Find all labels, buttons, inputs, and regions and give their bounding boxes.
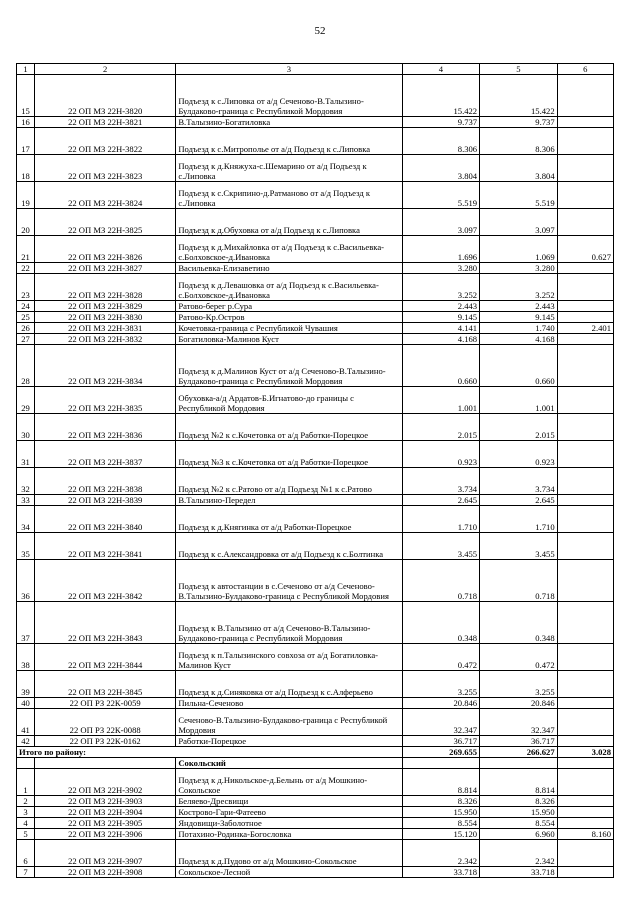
row-number: 7	[17, 867, 35, 878]
length-total: 36.717	[402, 736, 480, 747]
road-name: Обуховка-а/д Ардатов-Б.Игнатово-до границы с Республикой Мордовия	[176, 387, 402, 414]
table-row	[17, 533, 614, 560]
road-name: Подъезд к д.Синяковка от а/д Подъезд к с.Алферьево	[176, 671, 402, 698]
road-name: Кочетовка-граница с Республикой Чувашия	[176, 323, 402, 334]
road-name: Подъезд к д.Пудово от а/д Мошкино-Сокольское	[176, 840, 402, 867]
road-name: Подъезд к д.Княгинка от а/д Работки-Порецкое	[176, 506, 402, 533]
length-total: 3.455	[402, 533, 480, 560]
length-total: 5.519	[402, 182, 480, 209]
table-row	[17, 117, 614, 128]
road-name: В.Талызино-Богатиловка	[176, 117, 402, 128]
district-total-label: Итого по району:	[17, 747, 403, 758]
length-col6	[557, 769, 613, 796]
row-number: 23	[17, 274, 35, 301]
length-total: 4.141	[402, 323, 480, 334]
length-total: 8.814	[402, 769, 480, 796]
road-code: 22 ОП МЗ 22Н-3904	[35, 807, 176, 818]
length-col5: 1.069	[480, 236, 558, 263]
road-code: 22 ОП МЗ 22Н-3902	[35, 769, 176, 796]
length-col5: 8.554	[480, 818, 558, 829]
table-row	[17, 644, 614, 671]
table-row	[17, 182, 614, 209]
length-total: 1.696	[402, 236, 480, 263]
road-name: Кострово-Гари-Фатеево	[176, 807, 402, 818]
row-number: 40	[17, 698, 35, 709]
length-total: 4.168	[402, 334, 480, 345]
road-name: Подъезд к д.Михайловка от а/д Подъезд к с.Васильевка-с.Болховское-д.Ивановка	[176, 236, 402, 263]
length-total: 0.660	[402, 345, 480, 387]
row-number: 22	[17, 263, 35, 274]
length-col5: 3.734	[480, 468, 558, 495]
row-number: 41	[17, 709, 35, 736]
table-row	[17, 867, 614, 878]
table-row	[17, 274, 614, 301]
road-name: Сокольское-Лесной	[176, 867, 402, 878]
road-code: 22 ОП МЗ 22Н-3903	[35, 796, 176, 807]
road-name: В.Талызино-Передел	[176, 495, 402, 506]
road-name: Подъезд №2 к с.Кочетовка от а/д Работки-Порецкое	[176, 414, 402, 441]
length-col5: 3.255	[480, 671, 558, 698]
length-col6	[557, 182, 613, 209]
row-number: 25	[17, 312, 35, 323]
road-name: Подъезд к автостанции в с.Сеченово от а/д Сеченово-В.Талызино-Булдаково-граница с Республикой Мордовия	[176, 560, 402, 602]
length-col6	[557, 468, 613, 495]
row-number: 19	[17, 182, 35, 209]
length-col6	[557, 387, 613, 414]
road-name: Беляево-Дресвищи	[176, 796, 402, 807]
length-total: 8.554	[402, 818, 480, 829]
roads-table	[16, 63, 614, 878]
row-number: 39	[17, 671, 35, 698]
length-total: 3.097	[402, 209, 480, 236]
road-name: Подъезд к д.Обуховка от а/д Подъезд к с.Липовка	[176, 209, 402, 236]
length-total: 2.015	[402, 414, 480, 441]
length-col6	[557, 128, 613, 155]
road-code: 22 ОП МЗ 22Н-3907	[35, 840, 176, 867]
road-code: 22 ОП МЗ 22Н-3826	[35, 236, 176, 263]
road-code: 22 ОП МЗ 22Н-3844	[35, 644, 176, 671]
length-col6	[557, 263, 613, 274]
road-name: Подъезд №2 к с.Ратово от а/д Подъезд №1 к с.Ратово	[176, 468, 402, 495]
header-cell-4: 4	[402, 64, 480, 75]
row-number: 3	[17, 807, 35, 818]
header-cell-6: 6	[557, 64, 613, 75]
length-col5: 0.472	[480, 644, 558, 671]
road-code: 22 ОП МЗ 22Н-3822	[35, 128, 176, 155]
length-col5: 9.737	[480, 117, 558, 128]
length-col5: 0.718	[480, 560, 558, 602]
road-code: 22 ОП МЗ 22Н-3824	[35, 182, 176, 209]
road-code: 22 ОП МЗ 22Н-3843	[35, 602, 176, 644]
road-name: Подъезд к с.Александровка от а/д Подъезд к с.Болтинка	[176, 533, 402, 560]
row-number: 5	[17, 829, 35, 840]
row-number: 1	[17, 769, 35, 796]
road-code: 22 ОП МЗ 22Н-3829	[35, 301, 176, 312]
length-col5: 8.814	[480, 769, 558, 796]
table-row	[17, 75, 614, 117]
road-name: Подъезд №3 к с.Кочетовка от а/д Работки-Порецкое	[176, 441, 402, 468]
table-row	[17, 829, 614, 840]
road-code: 22 ОП МЗ 22Н-3905	[35, 818, 176, 829]
length-col6	[557, 602, 613, 644]
road-code: 22 ОП МЗ 22Н-3837	[35, 441, 176, 468]
table-row	[17, 301, 614, 312]
table-row	[17, 414, 614, 441]
road-name: Ратово-Кр.Остров	[176, 312, 402, 323]
length-col6	[557, 155, 613, 182]
road-name: Ратово-берег р.Сура	[176, 301, 402, 312]
road-name: Подъезд к В.Талызино от а/д Сеченово-В.Талызино-Булдаково-граница с Республикой Мордовия	[176, 602, 402, 644]
table-row	[17, 671, 614, 698]
road-name: Подъезд к с.Скрипино-д.Ратманово от а/д Подъезд к с.Липовка	[176, 182, 402, 209]
row-number: 42	[17, 736, 35, 747]
district-total-col5: 266.627	[480, 747, 558, 758]
length-col6: 2.401	[557, 323, 613, 334]
length-total: 15.950	[402, 807, 480, 818]
length-col6	[557, 117, 613, 128]
road-code: 22 ОП МЗ 22Н-3831	[35, 323, 176, 334]
road-code: 22 ОП МЗ 22Н-3835	[35, 387, 176, 414]
length-col5: 33.718	[480, 867, 558, 878]
length-col6	[557, 796, 613, 807]
road-name: Сеченово-В.Талызино-Булдаково-граница с Республикой Мордовия	[176, 709, 402, 736]
length-col6	[557, 818, 613, 829]
table-row	[17, 441, 614, 468]
road-code: 22 ОП МЗ 22Н-3839	[35, 495, 176, 506]
table-row	[17, 840, 614, 867]
row-number: 38	[17, 644, 35, 671]
road-code: 22 ОП МЗ 22Н-3821	[35, 117, 176, 128]
length-total: 1.710	[402, 506, 480, 533]
page-number: 52	[314, 25, 326, 37]
row-number: 33	[17, 495, 35, 506]
length-col6	[557, 506, 613, 533]
length-col6: 0.627	[557, 236, 613, 263]
row-number: 26	[17, 323, 35, 334]
length-col5: 0.923	[480, 441, 558, 468]
road-name: Подъезд к д.Малинов Куст от а/д Сеченово-В.Талызино-Булдаково-граница с Республикой Мордовия	[176, 345, 402, 387]
length-col5: 3.804	[480, 155, 558, 182]
table-row	[17, 560, 614, 602]
length-total: 8.326	[402, 796, 480, 807]
road-code: 22 ОП МЗ 22Н-3908	[35, 867, 176, 878]
road-code: 22 ОП РЗ 22К-0088	[35, 709, 176, 736]
road-code: 22 ОП МЗ 22Н-3841	[35, 533, 176, 560]
row-number: 30	[17, 414, 35, 441]
length-col5: 3.097	[480, 209, 558, 236]
table-row	[17, 128, 614, 155]
table-row	[17, 263, 614, 274]
road-name: Васильевка-Елизаветино	[176, 263, 402, 274]
section-empty-cell	[35, 758, 176, 769]
row-number: 24	[17, 301, 35, 312]
length-col5: 0.348	[480, 602, 558, 644]
row-number: 15	[17, 75, 35, 117]
row-number: 29	[17, 387, 35, 414]
length-col6	[557, 533, 613, 560]
row-number: 34	[17, 506, 35, 533]
length-col6	[557, 441, 613, 468]
length-total: 9.145	[402, 312, 480, 323]
road-code: 22 ОП МЗ 22Н-3906	[35, 829, 176, 840]
length-total: 3.280	[402, 263, 480, 274]
road-code: 22 ОП МЗ 22Н-3827	[35, 263, 176, 274]
length-total: 9.737	[402, 117, 480, 128]
length-total: 15.120	[402, 829, 480, 840]
length-total: 33.718	[402, 867, 480, 878]
road-name: Богатиловка-Малинов Куст	[176, 334, 402, 345]
section-empty-cell	[402, 758, 480, 769]
length-col6	[557, 867, 613, 878]
table-row	[17, 769, 614, 796]
road-code: 22 ОП МЗ 22Н-3825	[35, 209, 176, 236]
row-number: 20	[17, 209, 35, 236]
row-number: 4	[17, 818, 35, 829]
length-col6	[557, 698, 613, 709]
road-code: 22 ОП МЗ 22Н-3845	[35, 671, 176, 698]
table-header-row	[17, 64, 614, 75]
header-cell-2: 2	[35, 64, 176, 75]
table-row	[17, 334, 614, 345]
table-row	[17, 602, 614, 644]
row-number: 27	[17, 334, 35, 345]
header-cell-5: 5	[480, 64, 558, 75]
table-row	[17, 709, 614, 736]
row-number: 36	[17, 560, 35, 602]
road-name: Подъезд к д.Княжуха-с.Шемарино от а/д Подъезд к с.Липовка	[176, 155, 402, 182]
length-col6	[557, 274, 613, 301]
table-row	[17, 506, 614, 533]
row-number: 37	[17, 602, 35, 644]
road-code: 22 ОП РЗ 22К-0059	[35, 698, 176, 709]
length-col5: 20.846	[480, 698, 558, 709]
section-empty-cell	[17, 758, 35, 769]
length-col6	[557, 334, 613, 345]
length-total: 3.804	[402, 155, 480, 182]
length-col6	[557, 807, 613, 818]
length-col5: 6.960	[480, 829, 558, 840]
length-total: 1.001	[402, 387, 480, 414]
length-col5: 15.950	[480, 807, 558, 818]
length-total: 15.422	[402, 75, 480, 117]
row-number: 28	[17, 345, 35, 387]
length-total: 0.472	[402, 644, 480, 671]
length-col6	[557, 560, 613, 602]
table-row	[17, 818, 614, 829]
table-row	[17, 209, 614, 236]
header-cell-1: 1	[17, 64, 35, 75]
length-col5: 8.326	[480, 796, 558, 807]
table-row	[17, 698, 614, 709]
length-col6	[557, 495, 613, 506]
length-col5: 2.015	[480, 414, 558, 441]
road-code: 22 ОП МЗ 22Н-3838	[35, 468, 176, 495]
row-number: 18	[17, 155, 35, 182]
road-code: 22 ОП МЗ 22Н-3834	[35, 345, 176, 387]
section-empty-cell	[557, 758, 613, 769]
table-row	[17, 312, 614, 323]
length-total: 3.734	[402, 468, 480, 495]
row-number: 31	[17, 441, 35, 468]
length-col6	[557, 209, 613, 236]
length-col6	[557, 736, 613, 747]
length-total: 2.645	[402, 495, 480, 506]
road-name: Подъезд к п.Талызинского совхоза от а/д Богатиловка-Малинов Куст	[176, 644, 402, 671]
length-col5: 3.455	[480, 533, 558, 560]
road-name: Работки-Порецкое	[176, 736, 402, 747]
length-col6: 8.160	[557, 829, 613, 840]
road-name: Подъезд к с.Липовка от а/д Сеченово-В.Талызино-Булдаково-граница с Республикой Мордовия	[176, 75, 402, 117]
length-total: 0.348	[402, 602, 480, 644]
length-total: 8.306	[402, 128, 480, 155]
road-name: Подъезд к д.Никольское-д.Белынь от а/д Мошкино-Сокольское	[176, 769, 402, 796]
length-total: 20.846	[402, 698, 480, 709]
length-col5: 2.342	[480, 840, 558, 867]
length-col5: 32.347	[480, 709, 558, 736]
length-col5: 3.280	[480, 263, 558, 274]
road-name: Потахино-Родинка-Богословка	[176, 829, 402, 840]
length-total: 3.252	[402, 274, 480, 301]
district-total-col6: 3.028	[557, 747, 613, 758]
table-row	[17, 495, 614, 506]
row-number: 32	[17, 468, 35, 495]
header-cell-3: 3	[176, 64, 402, 75]
length-total: 0.718	[402, 560, 480, 602]
row-number: 2	[17, 796, 35, 807]
length-col5: 15.422	[480, 75, 558, 117]
road-name: Подъезд к с.Митрополье от а/д Подъезд к с.Липовка	[176, 128, 402, 155]
road-name: Яндовищи-Заболотное	[176, 818, 402, 829]
table-row	[17, 345, 614, 387]
road-name: Пильна-Сеченово	[176, 698, 402, 709]
table-row	[17, 323, 614, 334]
length-col6	[557, 644, 613, 671]
length-total: 3.255	[402, 671, 480, 698]
table-row	[17, 236, 614, 263]
section-title: Сокольский	[176, 758, 402, 769]
length-col6	[557, 345, 613, 387]
district-total-row	[17, 747, 614, 758]
length-col5: 5.519	[480, 182, 558, 209]
road-code: 22 ОП МЗ 22Н-3820	[35, 75, 176, 117]
road-name: Подъезд к д.Левашовка от а/д Подъезд к с.Васильевка-с.Болховское-д.Ивановка	[176, 274, 402, 301]
table-row	[17, 155, 614, 182]
road-code: 22 ОП МЗ 22Н-3823	[35, 155, 176, 182]
length-col5: 2.645	[480, 495, 558, 506]
length-col5: 0.660	[480, 345, 558, 387]
length-col6	[557, 75, 613, 117]
length-col5: 2.443	[480, 301, 558, 312]
row-number: 35	[17, 533, 35, 560]
road-code: 22 ОП МЗ 22Н-3830	[35, 312, 176, 323]
length-col6	[557, 301, 613, 312]
table-row	[17, 468, 614, 495]
length-col5: 1.001	[480, 387, 558, 414]
road-code: 22 ОП РЗ 22К-0162	[35, 736, 176, 747]
length-col6	[557, 709, 613, 736]
length-col5: 4.168	[480, 334, 558, 345]
road-code: 22 ОП МЗ 22Н-3842	[35, 560, 176, 602]
section-empty-cell	[480, 758, 558, 769]
length-col5: 1.710	[480, 506, 558, 533]
road-code: 22 ОП МЗ 22Н-3828	[35, 274, 176, 301]
table-row	[17, 796, 614, 807]
length-total: 2.342	[402, 840, 480, 867]
length-col6	[557, 840, 613, 867]
row-number: 16	[17, 117, 35, 128]
length-col6	[557, 312, 613, 323]
length-col5: 8.306	[480, 128, 558, 155]
road-code: 22 ОП МЗ 22Н-3840	[35, 506, 176, 533]
length-col5: 1.740	[480, 323, 558, 334]
road-code: 22 ОП МЗ 22Н-3832	[35, 334, 176, 345]
length-col5: 36.717	[480, 736, 558, 747]
row-number: 6	[17, 840, 35, 867]
length-col5: 9.145	[480, 312, 558, 323]
length-total: 32.347	[402, 709, 480, 736]
row-number: 17	[17, 128, 35, 155]
table-row	[17, 736, 614, 747]
length-total: 2.443	[402, 301, 480, 312]
length-col5: 3.252	[480, 274, 558, 301]
table-row	[17, 807, 614, 818]
length-col6	[557, 671, 613, 698]
road-code: 22 ОП МЗ 22Н-3836	[35, 414, 176, 441]
row-number: 21	[17, 236, 35, 263]
district-total-length: 269.655	[402, 747, 480, 758]
table-row	[17, 387, 614, 414]
length-total: 0.923	[402, 441, 480, 468]
length-col6	[557, 414, 613, 441]
section-header-row	[17, 758, 614, 769]
